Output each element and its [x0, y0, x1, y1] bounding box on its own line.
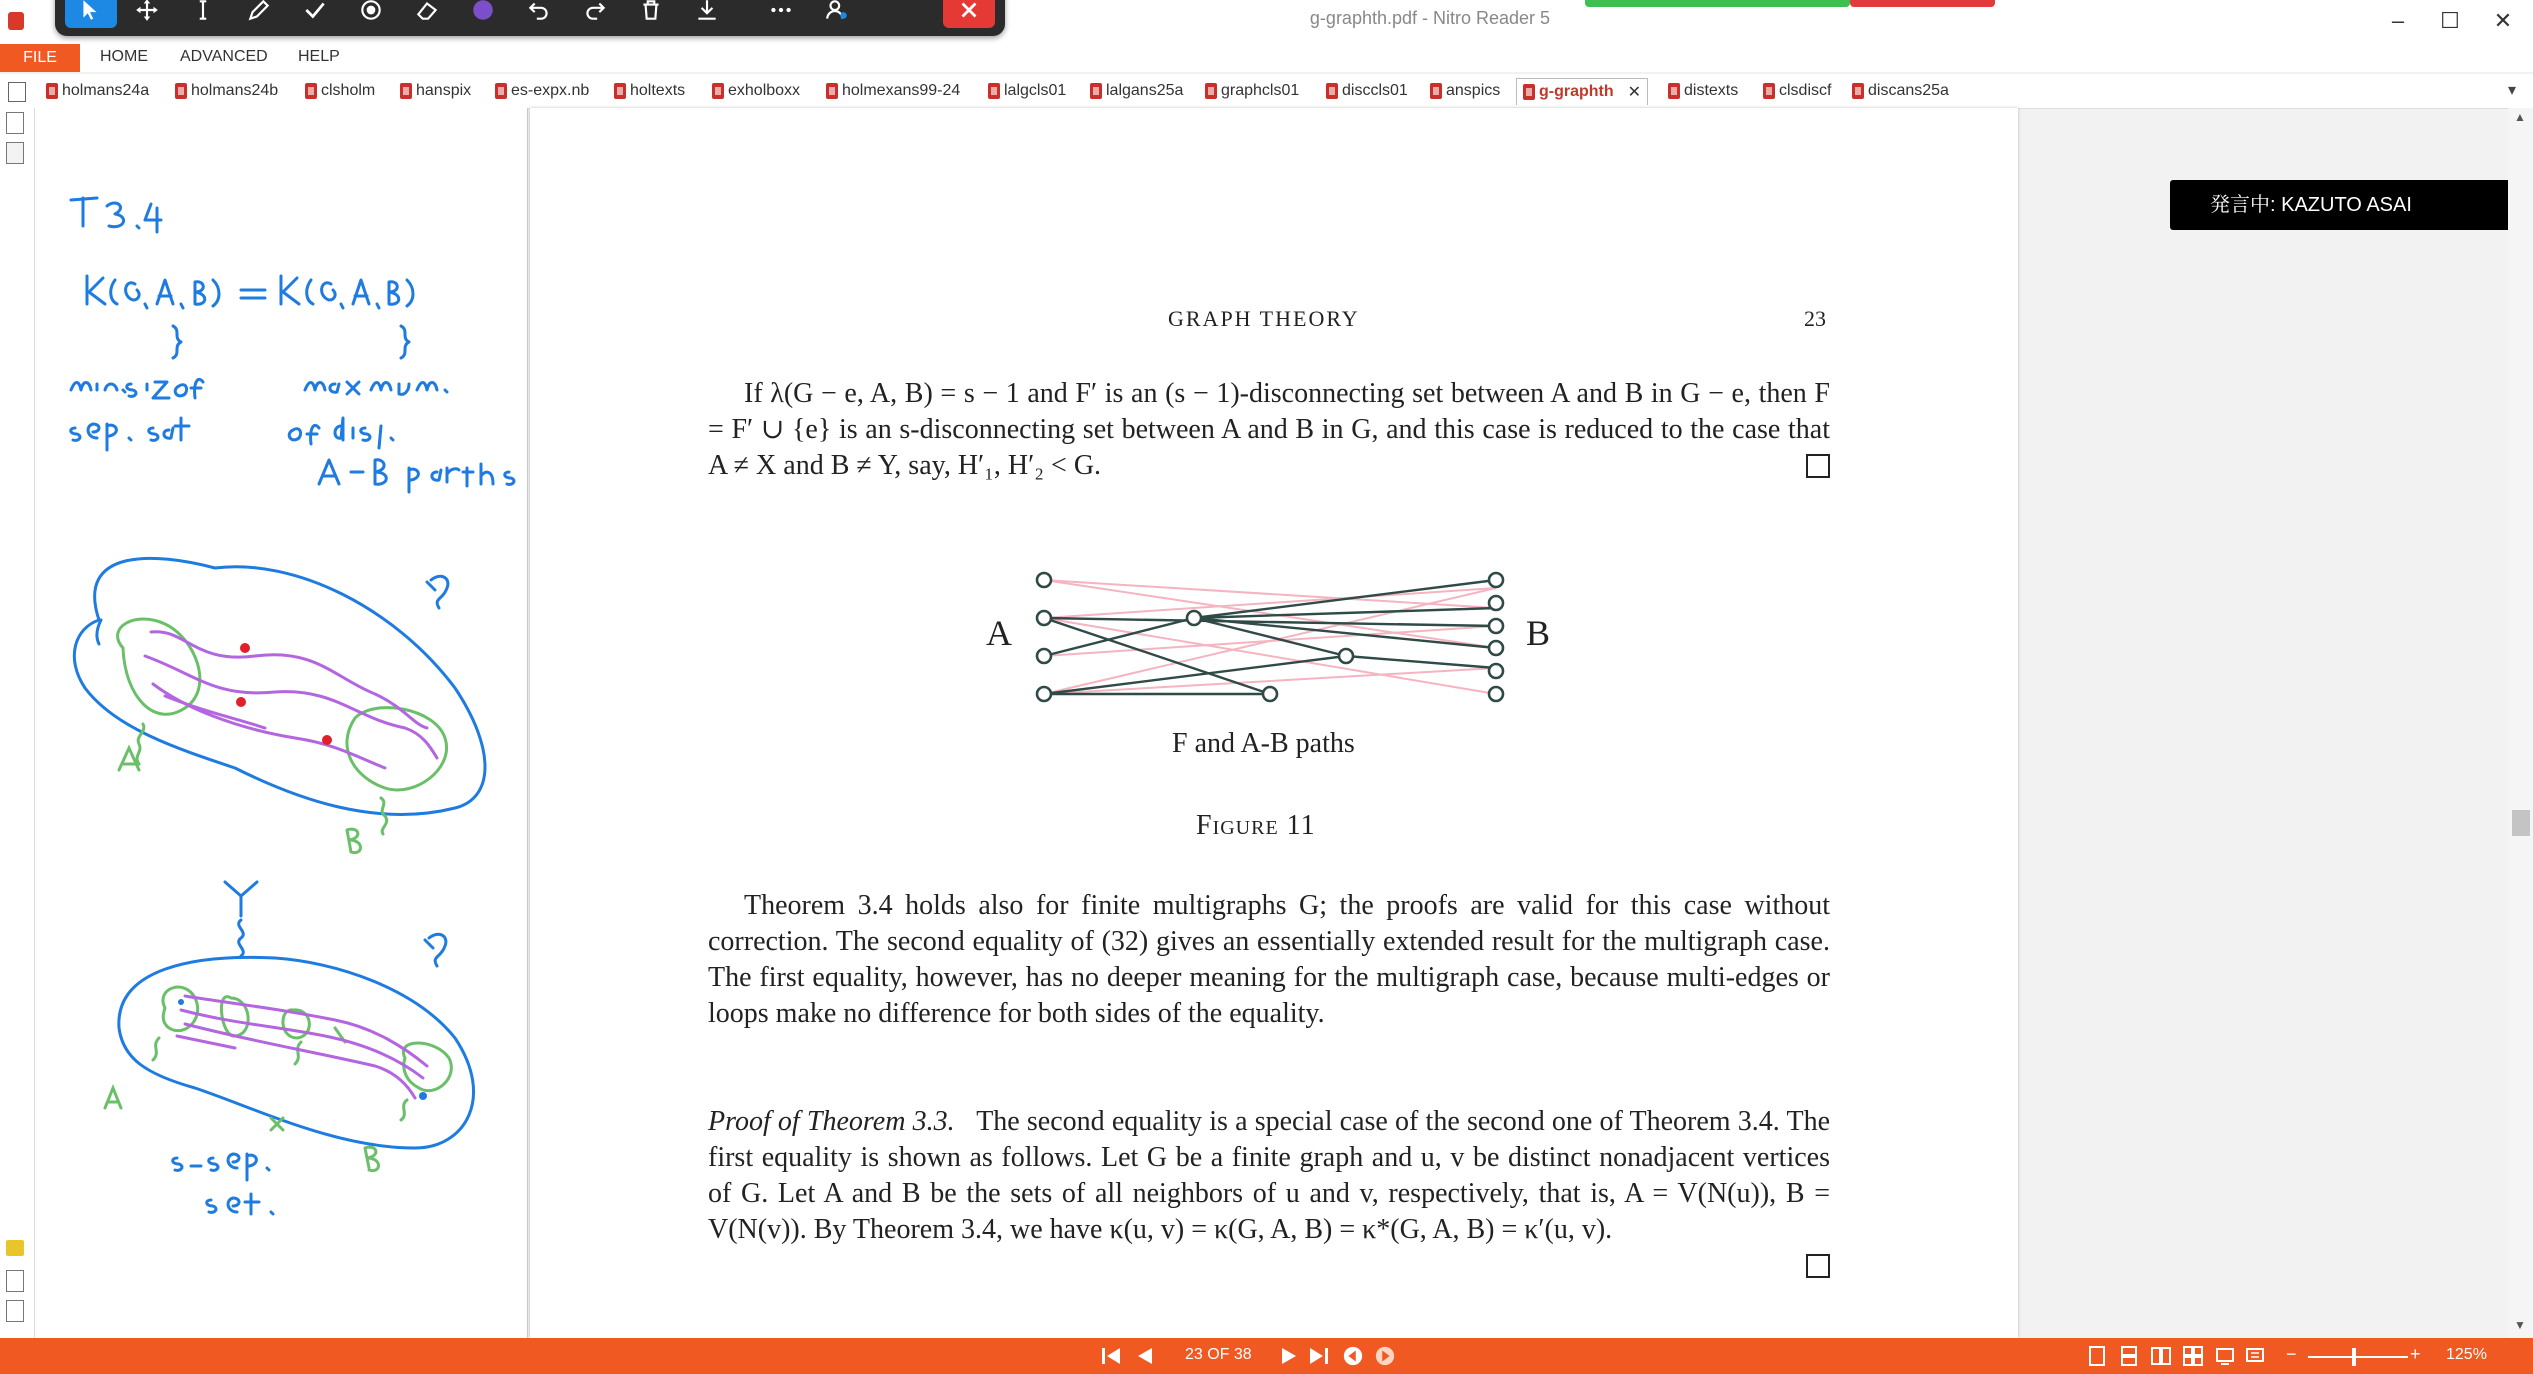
tab-holtexts[interactable]: holtexts: [614, 78, 685, 104]
minimize-button[interactable]: –: [2391, 8, 2405, 33]
output-icon[interactable]: [6, 1300, 24, 1322]
more-options-button[interactable]: [755, 0, 807, 28]
tab-holmexans99-24[interactable]: holmexans99-24: [826, 78, 960, 104]
scrollbar-thumb[interactable]: [2512, 810, 2530, 836]
text-cursor-icon: [190, 0, 216, 23]
close-toolbar-button[interactable]: [943, 0, 995, 28]
qed-box-2: [1806, 1254, 1830, 1278]
pdf-icon: [400, 83, 412, 99]
tab-distexts[interactable]: distexts: [1668, 78, 1738, 104]
pdf-icon: [1852, 83, 1864, 99]
app-logo: [8, 12, 24, 30]
tab-lalgans25a[interactable]: lalgans25a: [1090, 78, 1183, 104]
check-tool-button[interactable]: [289, 0, 341, 28]
pen-icon: [246, 0, 272, 23]
select-tool-button[interactable]: [65, 0, 117, 28]
pdf-icon: [712, 83, 724, 99]
pdf-icon: [1090, 83, 1102, 99]
tab-disccls01[interactable]: disccls01: [1326, 78, 1408, 104]
pen-tool-button[interactable]: [233, 0, 285, 28]
tab-holmans24a[interactable]: holmans24a: [46, 78, 149, 104]
tab-es-expx[interactable]: es-expx.nb: [495, 78, 589, 104]
pdf-icon: [1763, 83, 1775, 99]
bookmarks-icon[interactable]: [6, 142, 24, 164]
last-page-icon[interactable]: [1308, 1344, 1330, 1368]
next-view-icon[interactable]: [1374, 1344, 1396, 1368]
handwritten-notes-drawing: [35, 108, 527, 1338]
menu-advanced[interactable]: ADVANCED: [180, 48, 268, 65]
zoom-in-button[interactable]: +: [2410, 1344, 2421, 1364]
pdf-icon: [1205, 83, 1217, 99]
tab-g-graphth[interactable]: g-graphth ✕: [1516, 78, 1648, 105]
color-swatch-icon: [470, 0, 496, 23]
facing-continuous-view-icon[interactable]: [2182, 1344, 2204, 1368]
tab-clsholm[interactable]: clsholm: [305, 78, 375, 104]
color-picker-button[interactable]: [457, 0, 509, 28]
pdf-icon: [614, 83, 626, 99]
redo-icon: [582, 0, 608, 23]
scroll-up-icon[interactable]: ▲: [2514, 110, 2526, 124]
pdf-icon: [175, 83, 187, 99]
download-button[interactable]: [681, 0, 733, 28]
close-icon: [956, 0, 982, 23]
tab-exholboxx[interactable]: exholboxx: [712, 78, 800, 104]
comments-icon[interactable]: [6, 1240, 24, 1256]
pdf-icon: [495, 83, 507, 99]
previous-view-icon[interactable]: [1342, 1344, 1364, 1368]
tab-discans25a[interactable]: discans25a: [1852, 78, 1949, 104]
zoom-slider-thumb[interactable]: [2352, 1348, 2356, 1366]
close-window-button[interactable]: ✕: [2493, 8, 2513, 33]
check-icon: [302, 0, 328, 23]
menu-home[interactable]: HOME: [100, 48, 148, 65]
zoom-level[interactable]: 125%: [2446, 1346, 2487, 1363]
user-settings-button[interactable]: [811, 0, 863, 28]
pdf-icon: [988, 83, 1000, 99]
cursor-icon: [78, 0, 104, 23]
zoom-slider-track[interactable]: [2308, 1356, 2408, 1358]
pan-tool-button[interactable]: [121, 0, 173, 28]
window-title: g-graphth.pdf - Nitro Reader 5: [1309, 8, 1551, 28]
move-icon: [134, 0, 160, 23]
tab-holmans24b[interactable]: holmans24b: [175, 78, 278, 104]
first-page-icon[interactable]: [1100, 1344, 1122, 1368]
fit-width-icon[interactable]: [2214, 1344, 2236, 1368]
more-dots-icon: [768, 0, 794, 23]
pdf-icon: [1430, 83, 1442, 99]
scroll-down-icon[interactable]: ▼: [2514, 1318, 2526, 1332]
handwritten-notes-panel: [35, 108, 528, 1338]
figure-number-label: Figure 11: [1196, 810, 1316, 841]
continuous-view-icon[interactable]: [2118, 1344, 2140, 1368]
pdf-icon: [305, 83, 317, 99]
tab-hanspix[interactable]: hanspix: [400, 78, 471, 104]
running-head: GRAPH THEORY: [1168, 306, 1360, 331]
menu-help[interactable]: HELP: [298, 48, 340, 65]
undo-button[interactable]: [513, 0, 565, 28]
figure-label-b: B: [1526, 613, 1551, 653]
paragraph-2: Theorem 3.4 holds also for finite multigraphs G; the proofs are valid for this case without correction. The second equality of (32) gives an essentially extended result for the multigraph case. The first equality, however, has no deeper meaning for the multigraph case, because multi-edges or loops make no difference for both sides of the equality.: [708, 890, 1830, 1029]
proof-heading: Proof of Theorem 3.3.: [708, 1106, 955, 1137]
meeting-progress-red: [1850, 0, 1995, 7]
zoom-out-button[interactable]: −: [2286, 1344, 2297, 1364]
maximize-button[interactable]: ☐: [2440, 8, 2460, 33]
facing-view-icon[interactable]: [2150, 1344, 2172, 1368]
record-icon: [358, 0, 384, 23]
stamp-tool-button[interactable]: [345, 0, 397, 28]
tab-anspics[interactable]: anspics: [1430, 78, 1500, 104]
user-icon: [824, 0, 850, 23]
pdf-icon: [1668, 83, 1680, 99]
menu-bar: [0, 44, 2533, 72]
meeting-progress-green: [1585, 0, 1850, 7]
tab-list-icon[interactable]: [8, 82, 26, 102]
figure-11-graph: [1000, 560, 1540, 710]
next-page-icon[interactable]: [1278, 1344, 1300, 1368]
previous-page-icon[interactable]: [1134, 1344, 1156, 1368]
page-number: 23: [1804, 306, 1826, 331]
tab-lalgcls01[interactable]: lalgcls01: [988, 78, 1066, 104]
menu-file[interactable]: FILE: [0, 44, 80, 72]
eraser-icon: [414, 0, 440, 23]
fit-page-icon[interactable]: [2244, 1344, 2266, 1368]
tab-overflow-icon[interactable]: ▾: [2508, 82, 2517, 99]
text-tool-button[interactable]: [177, 0, 229, 28]
left-rail: [0, 108, 35, 1338]
proof-text: The second equality is a special case of the second one of Theorem 3.4. The first equality is shown as follows. Let G be a finite graph and u, v be distinct nonadjacent vertices of G. Let A and B be the sets of all neighbors of u and v, respectively, that is, A = V(N(u)), B = V(N(v)). By Theorem 3.4, we have κ(u, v) = κ(G, A, B) = κ*(G, A, B) = κ′(u, v).: [708, 1106, 1830, 1245]
pdf-icon: [1326, 83, 1338, 99]
vertical-scrollbar[interactable]: [2508, 108, 2533, 1338]
figure-caption: F and A-B paths: [1172, 728, 1355, 759]
figure-label-a: A: [986, 613, 1012, 653]
attachments-icon[interactable]: [6, 1270, 24, 1292]
undo-icon: [526, 0, 552, 23]
paragraph-3: [708, 1104, 1830, 1248]
paragraph-1: If λ(G − e, A, B) = s − 1 and F′ is an (s − 1)-disconnecting set between A and B in G − e, then F = F′ ∪ {e} is an s-disconnecting set between A and B in G, and this case is reduced to the case that A ≠ X and B ≠ Y, say, H′₁, H′₂ < G.: [708, 378, 1830, 481]
delete-button[interactable]: [625, 0, 677, 28]
qed-box-1: [1806, 454, 1830, 478]
speaker-indicator: 発言中: KAZUTO ASAI: [2170, 180, 2512, 230]
redo-button[interactable]: [569, 0, 621, 28]
pdf-icon: [46, 83, 58, 99]
pdf-icon: [826, 83, 838, 99]
pdf-icon: [1523, 84, 1535, 100]
eraser-tool-button[interactable]: [401, 0, 453, 28]
download-icon: [694, 0, 720, 23]
tab-close-icon[interactable]: ✕: [1627, 84, 1642, 101]
annotation-toolbar: [55, 0, 1005, 36]
pages-icon[interactable]: [6, 112, 24, 134]
trash-icon: [638, 0, 664, 23]
tab-graphcls01[interactable]: graphcls01: [1205, 78, 1299, 104]
page-indicator[interactable]: 23 OF 38: [1185, 1346, 1252, 1363]
single-page-view-icon[interactable]: [2086, 1344, 2108, 1368]
tab-clsdiscf[interactable]: clsdiscf: [1763, 78, 1831, 104]
